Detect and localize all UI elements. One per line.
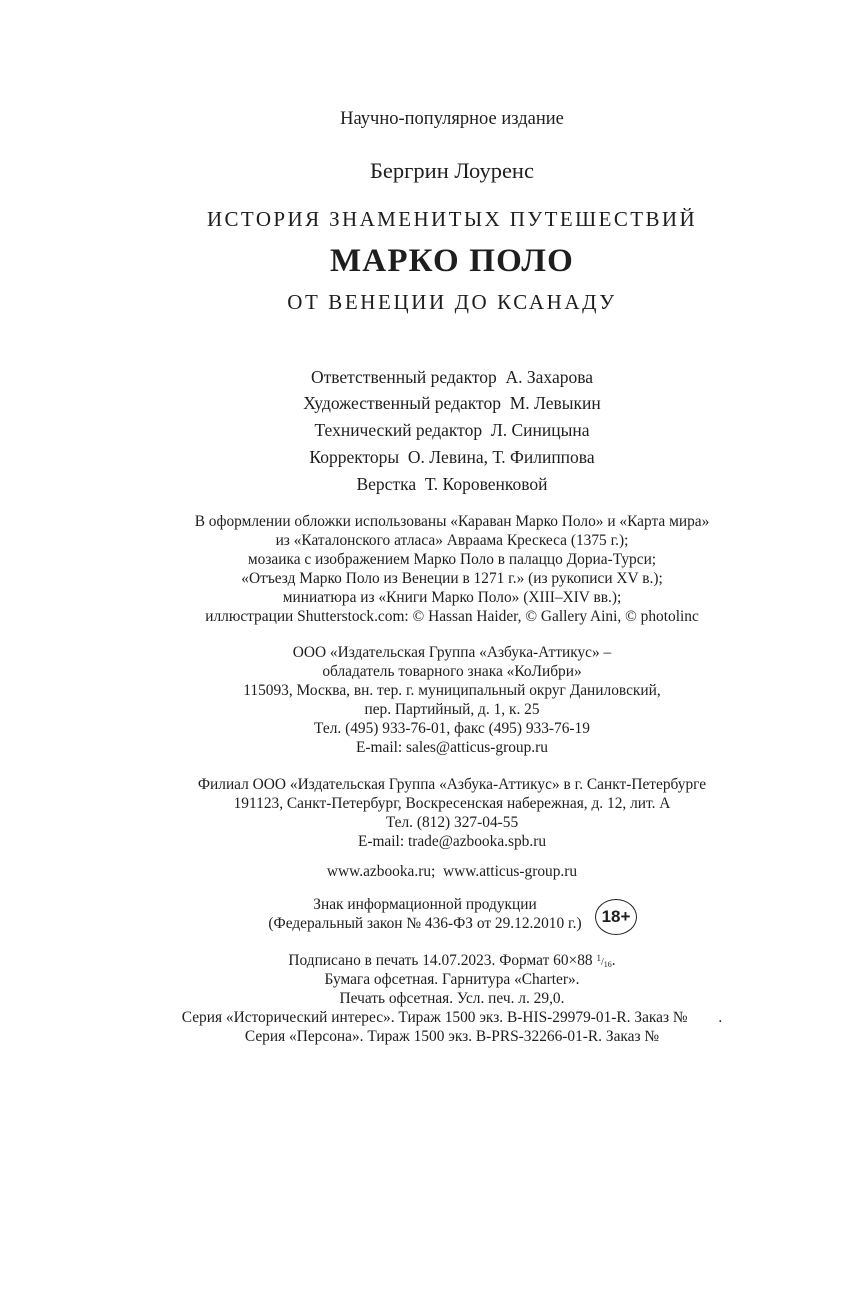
publisher-line: ООО «Издательская Группа «Азбука-Аттикус» –: [292, 644, 612, 661]
book-title: МАРКО ПОЛО: [329, 243, 575, 279]
credit-line: Художественный редактор М. Левыкин: [303, 393, 601, 413]
cover-note-line: миниатюра из «Книги Марко Поло» (XIII–XIV вв.);: [282, 589, 622, 606]
print-info-line: Бумага офсетная. Гарнитура «Charter».: [324, 971, 580, 988]
print-signed-line: [24, 953, 856, 969]
cover-note-line: мозаика с изображением Марко Поло в палаццо Дориа-Турси;: [247, 551, 657, 568]
branch-line: Тел. (812) 327-04-55: [385, 814, 519, 831]
credit-line: Ответственный редактор А. Захарова: [310, 367, 594, 387]
age-notice-text: [240, 896, 610, 933]
publisher-email: E-mail: sales@atticus-group.ru: [356, 739, 548, 756]
print-info-line: Серия «Исторический интерес». Тираж 1500 экз. В-HIS-29979-01-R. Заказ № .: [181, 1009, 723, 1026]
publisher-line: пер. Партийный, д. 1, к. 25: [364, 701, 540, 718]
fraction-denominator: 16: [603, 960, 612, 969]
branch-email: E-mail: trade@azbooka.spb.ru: [357, 833, 547, 850]
credit-line: Корректоры О. Левина, Т. Филиппова: [309, 447, 595, 467]
branch-line: Филиал ООО «Издательская Группа «Азбука-Аттикус» в г. Санкт-Петербурге: [197, 776, 707, 793]
websites: www.azbooka.ru; www.atticus-group.ru: [326, 863, 578, 880]
genre-label: Научно-популярное издание: [340, 109, 564, 129]
publisher-line: Тел. (495) 933-76-01, факс (495) 933-76-19: [314, 720, 590, 737]
print-signed-suffix: .: [611, 952, 616, 969]
publisher-line: 115093, Москва, вн. тер. г. муниципальный округ Даниловский,: [243, 682, 661, 699]
age-rating-badge: 18+: [595, 899, 637, 935]
fraction-numerator: 1: [596, 953, 601, 963]
series-title: ИСТОРИЯ ЗНАМЕНИТЫХ ПУТЕШЕСТВИЙ: [206, 207, 698, 231]
branch-line: 191123, Санкт-Петербург, Воскресенская набережная, д. 12, лит. А: [233, 795, 671, 812]
cover-note-line: из «Каталонского атласа» Авраама Крескеса (1375 г.);: [275, 532, 629, 549]
cover-note-line: «Отъезд Марко Поло из Венеции в 1271 г.» (из рукописи XV в.);: [241, 570, 663, 587]
credit-line: Верстка Т. Коровенковой: [356, 474, 548, 494]
print-info-line: Серия «Персона». Тираж 1500 экз. В-PRS-32266-01-R. Заказ №: [244, 1028, 660, 1045]
print-signed-text: Подписано в печать 14.07.2023. Формат 60×88: [288, 952, 597, 969]
cover-note-line: иллюстрации Shutterstock.com: © Hassan Haider, © Gallery Aini, © photolinc: [205, 608, 699, 625]
cover-note-line: В оформлении обложки использованы «Караван Марко Поло» и «Карта мира»: [194, 513, 710, 530]
age-notice-line: Знак информационной продукции: [313, 896, 537, 913]
format-fraction: $^1/_{16}$: [596, 953, 612, 969]
print-info-line: Печать офсетная. Усл. печ. л. 29,0.: [339, 990, 565, 1007]
credit-line: Технический редактор Л. Синицына: [314, 420, 590, 440]
book-subtitle: ОТ ВЕНЕЦИИ ДО КСАНАДУ: [287, 290, 617, 314]
author-name: Бергрин Лоуренс: [370, 158, 534, 183]
publisher-line: обладатель товарного знака «КоЛибри»: [322, 663, 582, 680]
age-notice-line: (Федеральный закон № 436-ФЗ от 29.12.2010 г.): [268, 914, 582, 932]
